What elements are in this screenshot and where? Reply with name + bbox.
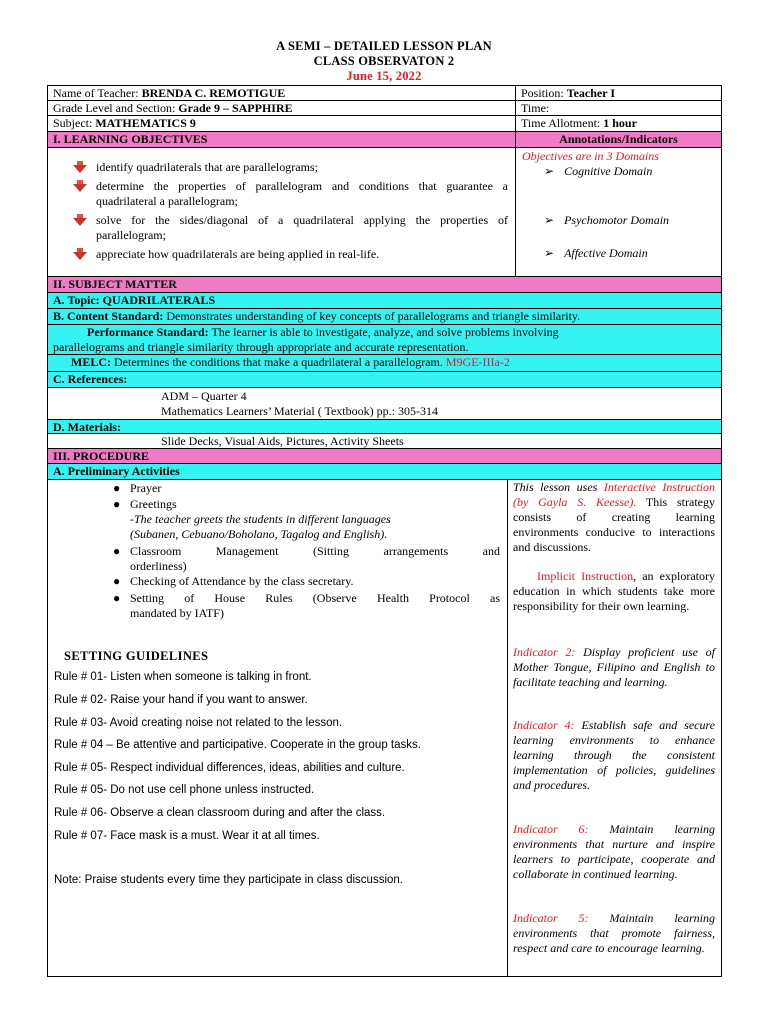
melc-row — [47, 354, 722, 372]
performance-text: The learner is able to investigate, analyze, and solve problems involving — [211, 325, 559, 339]
annotation-highlight: Implicit Instruction — [537, 569, 634, 583]
grade-cell — [47, 100, 516, 116]
position-label: Position: — [521, 86, 564, 100]
greet-note — [130, 512, 500, 542]
materials-body — [47, 433, 722, 449]
domain-item — [544, 246, 648, 261]
indicator-2 — [513, 645, 715, 690]
indicator-label: Indicator 2: — [513, 645, 576, 659]
greet-note-line: -The teacher greets the students in different languages — [130, 512, 391, 526]
chevron-right-icon: ➢ — [544, 213, 555, 227]
annotation-implicit — [513, 569, 715, 614]
indicator-label: Indicator 5: — [513, 911, 589, 925]
activity-item — [113, 591, 500, 621]
praise-note: Note: Praise students every time they participate in class discussion. — [54, 874, 403, 886]
allotment-value: 1 hour — [603, 116, 637, 130]
content-standard-label: B. Content Standard: — [53, 309, 164, 323]
chevron-right-icon: ➢ — [544, 246, 555, 260]
objective-item — [54, 160, 508, 176]
performance-standard-label: Performance Standard: — [87, 325, 209, 339]
grade-value: Grade 9 – SAPPHIRE — [178, 101, 293, 115]
performance-text: parallelograms and triangle similarity through appropriate and accurate representation. — [53, 339, 469, 354]
domains-title: Objectives are in 3 Domains — [522, 149, 659, 163]
objective-text: determine the properties of parallelogram and conditions that guarantee a quadrilateral a parallelogram; — [96, 178, 508, 208]
melc-text: Determines the conditions that make a quadrilateral a parallelogram. — [114, 355, 443, 369]
annotation-interactive — [513, 480, 715, 555]
position-value: Teacher I — [566, 86, 616, 100]
objectives-heading: I. LEARNING OBJECTIVES — [47, 131, 516, 148]
activity-text: orderliness) — [130, 559, 187, 573]
rule-item: Rule # 07- Face mask is a must. Wear it at all times. — [54, 830, 320, 842]
teacher-name: BRENDA C. REMOTIGUE — [141, 86, 286, 100]
indicator-text: Maintain learning environments that nurture and inspire learners to participate, cooperate and collaborate in continued learning. — [513, 822, 715, 881]
arrow-bullet-icon — [73, 161, 87, 173]
reference-item: ADM – Quarter 4 — [161, 389, 247, 403]
bullet-icon: ● — [113, 544, 121, 558]
indicator-label: Indicator 6: — [513, 822, 589, 836]
content-standard-row — [47, 308, 722, 325]
objectives-list — [54, 160, 508, 265]
bullet-icon: ● — [113, 591, 121, 605]
activity-text: Checking of Attendance by the class secretary. — [130, 574, 354, 588]
rule-item: Rule # 02- Raise your hand if you want to answer. — [54, 694, 308, 706]
annotation-highlight: Interactive Instruction (by Gayla S. Keesse). — [513, 480, 716, 509]
document-date: June 15, 2022 — [346, 69, 422, 83]
activity-item — [113, 497, 500, 512]
objective-item — [54, 247, 508, 263]
indicator-5 — [513, 911, 715, 956]
arrow-bullet-icon — [73, 180, 87, 192]
references-heading: C. References: — [47, 371, 722, 388]
indicator-text: Establish safe and secure learning environments to enhance learning through the consistent implementation of policies, guidelines and procedures. — [513, 718, 716, 792]
reference-item: Mathematics Learners’ Material ( Textbook) pp.: 305-314 — [161, 404, 438, 418]
teacher-cell — [47, 85, 516, 101]
greet-note-line: (Subanen, Cebuano/Boholano, Tagalog and English). — [130, 527, 388, 541]
annotation-text: This strategy consists of creating learning environments conducive to interactions and discussions. — [513, 495, 715, 554]
time-label: Time: — [521, 101, 550, 115]
bullet-icon: ● — [113, 497, 121, 511]
document-subtitle: CLASS OBSERVATON 2 — [313, 54, 455, 68]
subject-label: Subject: — [53, 116, 93, 130]
preliminary-heading: A. Preliminary Activities — [47, 463, 722, 480]
materials-heading: D. Materials: — [47, 419, 722, 434]
arrow-bullet-icon — [73, 214, 87, 226]
objective-item — [54, 213, 508, 244]
activity-text: mandated by IATF) — [130, 606, 224, 620]
indicator-text: Maintain learning environments that promote fairness, respect and care to encourage learning. — [513, 911, 715, 955]
allotment-cell — [515, 115, 722, 132]
position-cell — [515, 85, 722, 101]
bullet-icon: ● — [113, 481, 121, 495]
subject-value: MATHEMATICS 9 — [95, 116, 196, 130]
allotment-label: Time Allotment: — [521, 116, 601, 130]
performance-line — [53, 325, 716, 340]
indicator-6 — [513, 822, 715, 882]
guidelines-title: SETTING GUIDELINES — [64, 649, 209, 663]
bullet-icon: ● — [113, 574, 121, 588]
annotations-heading: Annotations/Indicators — [515, 131, 722, 148]
rule-item: Rule # 05- Do not use cell phone unless instructed. — [54, 784, 315, 796]
annotation-text: , an exploratory education in which students take more responsibility for their own learning. — [513, 569, 715, 613]
melc-label: MELC: — [71, 355, 111, 369]
objective-item — [54, 179, 508, 210]
indicator-4 — [513, 718, 715, 793]
subject-matter-heading: II. SUBJECT MATTER — [47, 276, 722, 293]
domain-item — [544, 164, 652, 179]
rule-item: Rule # 04 – Be attentive and participative. Cooperate in the group tasks. — [54, 739, 421, 751]
time-cell — [515, 100, 722, 116]
activity-item — [113, 544, 500, 574]
annotation-text: This lesson uses — [513, 480, 598, 494]
document-title: A SEMI – DETAILED LESSON PLAN — [276, 39, 492, 53]
activity-item — [113, 574, 500, 589]
rule-item: Rule # 03- Avoid creating noise not related to the lesson. — [54, 717, 343, 729]
domain-label: Cognitive Domain — [564, 164, 653, 178]
rule-item: Rule # 05- Respect individual differences, ideas, abilities and culture. — [54, 762, 405, 774]
objective-text: appreciate how quadrilaterals are being applied in real-life. — [96, 246, 380, 261]
materials-text: Slide Decks, Visual Aids, Pictures, Activity Sheets — [161, 434, 404, 448]
grade-label: Grade Level and Section: — [53, 101, 176, 115]
objective-text: solve for the sides/diagonal of a quadrilateral applying the properties of parallelogram; — [96, 212, 508, 242]
references-body — [47, 387, 722, 420]
activity-text: Prayer — [130, 481, 162, 495]
melc-code: M9GE-IIIa-2 — [445, 355, 510, 369]
rule-item: Rule # 06- Observe a clean classroom during and after the class. — [54, 807, 386, 819]
objective-text: identify quadrilaterals that are parallelograms; — [96, 160, 318, 174]
activity-text: Classroom Management (Sitting arrangements and — [130, 544, 500, 558]
topic-row: A. Topic: QUADRILATERALS — [47, 292, 722, 309]
indicator-text: Display proficient use of Mother Tongue, Filipino and English to facilitate teaching and learning. — [513, 645, 716, 689]
activity-text: Greetings — [130, 497, 177, 511]
performance-standard-row — [47, 324, 722, 355]
teacher-label: Name of Teacher: — [53, 86, 139, 100]
domain-label: Affective Domain — [564, 246, 648, 260]
content-standard-text: Demonstrates understanding of key concepts of parallelograms and triangle similarity. — [166, 309, 581, 323]
domain-label: Psychomotor Domain — [564, 213, 670, 227]
activity-text: Setting of House Rules (Observe Health Protocol as — [130, 591, 500, 605]
domain-item — [544, 213, 669, 228]
arrow-bullet-icon — [73, 248, 87, 260]
rule-item: Rule # 01- Listen when someone is talking in front. — [54, 671, 312, 683]
subject-cell — [47, 115, 516, 132]
chevron-right-icon: ➢ — [544, 164, 555, 178]
activity-item — [113, 481, 500, 496]
indicator-label: Indicator 4: — [513, 718, 575, 732]
procedure-heading: III. PROCEDURE — [47, 448, 722, 464]
